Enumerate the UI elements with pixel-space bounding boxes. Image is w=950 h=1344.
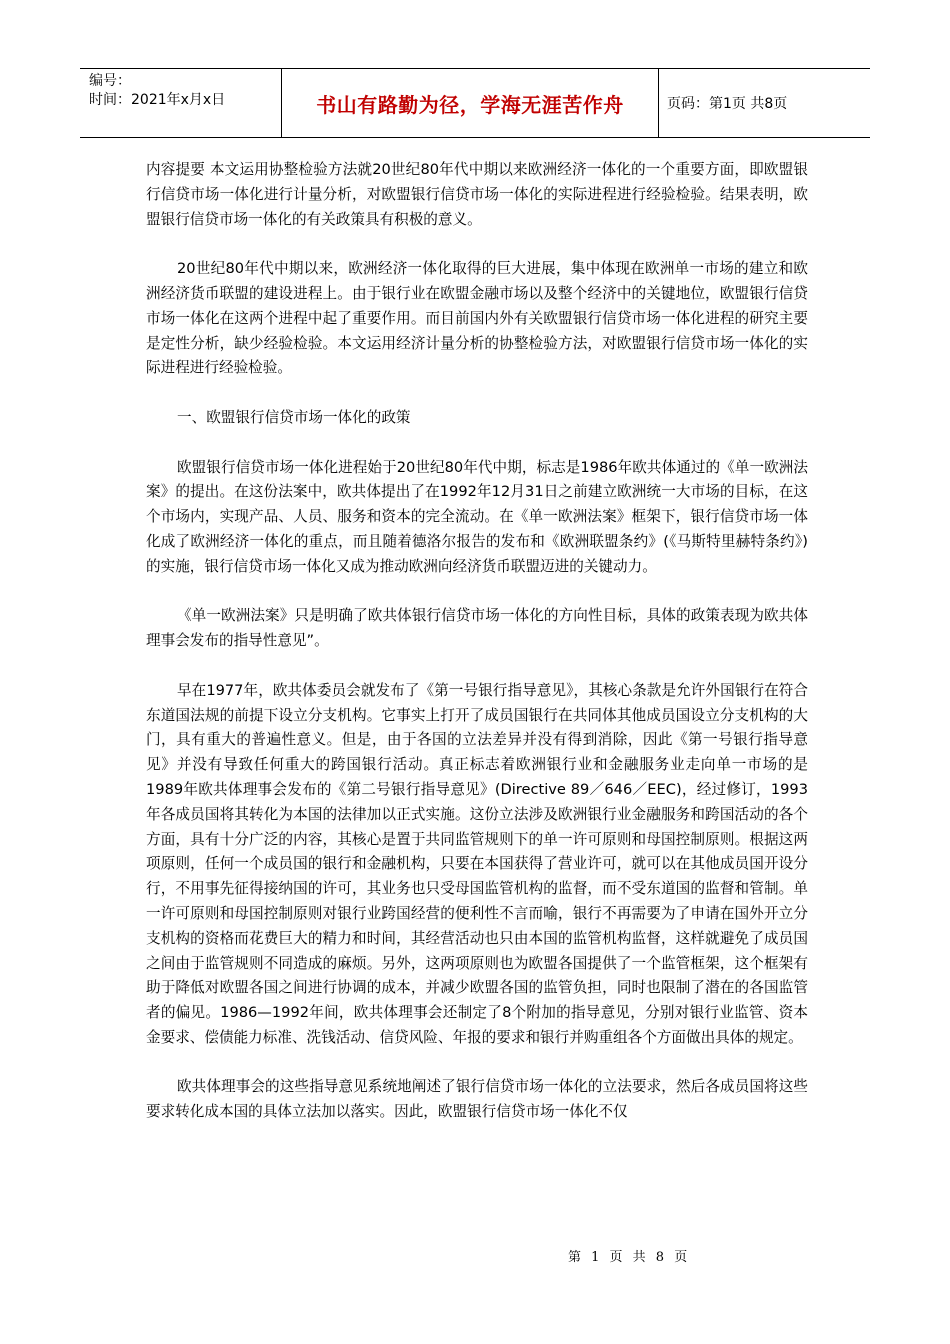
document-number: 编号： [89, 73, 131, 89]
body-paragraph: 《单一欧洲法案》只是明确了欧共体银行信贷市场一体化的方向性目标，具体的政策表现为欧共体理事会发布的指导性意见”。 [146, 607, 808, 650]
body-paragraph: 早在1977年，欧共体委员会就发布了《第一号银行指导意见》，其核心条款是允许外国银行在符合东道国法规的前提下设立分支机构。它事实上打开了成员国银行在共同体其他成员国设立分支机构的大门，具有重大的普遍性意义。但是，由于各国的立法差异并没有得到消除，因此《第一号银行指导意见》并没有导致任何重大的跨国银行活动。真正标志着欧洲银行业和金融服务业走向单一市场的是1989年欧共体理事会发布的《第二号银行指导意见》(Directive 89／646／EEC)，经过修订，1993年各成员国将其转化为本国的法律加以正式实施。这份立法涉及欧洲银行业金融服务和跨国活动的各个方面，具有十分广泛的内容，其核心是置于共同监管规则下的单一许可原则和母国控制原则。根据这两项原则，任何一个成员国的银行和金融机构，只要在本国获得了营业许可，就可以在其他成员国开设分行，不用事先征得接纳国的许可，其业务也只受母国监管机构的监督，而不受东道国的监督和管制。单一许可原则和母国控制原则对银行业跨国经营的便利性不言而喻，银行不再需要为了申请在国外开立分支机构的资格而花费巨大的精力和时间，其经营活动也只由本国的监管机构监督，这样就避免了成员国之间由于监管规则不同造成的麻烦。另外，这两项原则也为欧盟各国提供了一个监管框架，这个框架有助于降低对欧盟各国之间进行协调的成本，并减少欧盟各国的监管负担，同时也限制了潜在的各国监管者的偏见。1986—1992年间，欧共体理事会还制定了8个附加的指导意见，分别对银行业监管、资本金要求、偿债能力标准、洗钱活动、信贷风险、年报的要求和银行并购重组各个方面做出具体的规定。 [146, 681, 808, 1046]
abstract-paragraph: 内容提要 本文运用协整检验方法就20世纪80年代中期以来欧洲经济一体化的一个重要方面，即欧盟银行信贷市场一体化进行计量分析，对欧盟银行信贷市场一体化的实际进程进行经验检验。结果表明，欧盟银行信贷市场一体化的有关政策具有积极的意义。 [146, 161, 808, 228]
header-motto: 书山有路勤为径，学海无涯苦作舟 [282, 69, 659, 137]
header-page-info: 页码：第1页 共8页 [667, 96, 788, 112]
intro-paragraph: 20世纪80年代中期以来，欧洲经济一体化取得的巨大进展，集中体现在欧洲单一市场的建立和欧洲经济货币联盟的建设进程上。由于银行业在欧盟金融市场以及整个经济中的关键地位，欧盟银行信贷市场一体化在这两个进程中起了重要作用。而目前国内外有关欧盟银行信贷市场一体化进程的研究主要是定性分析，缺少经验检验。本文运用经济计量分析的协整检验方法，对欧盟银行信贷市场一体化的实际进程进行经验检验。 [146, 260, 808, 377]
body-paragraph: 欧盟银行信贷市场一体化进程始于20世纪80年代中期，标志是1986年欧共体通过的《单一欧洲法案》的提出。在这份法案中，欧共体提出了在1992年12月31日之前建立欧洲统一大市场的目标，在这个市场内，实现产品、人员、服务和资本的完全流动。在《单一欧洲法案》框架下，银行信贷市场一体化成了欧洲经济一体化的重点，而且随着德洛尔报告的发布和《欧洲联盟条约》(《马斯特里赫特条约》)的实施，银行信贷市场一体化又成为推动欧洲向经济货币联盟迈进的关键动力。 [146, 458, 808, 575]
body-paragraph: 欧共体理事会的这些指导意见系统地阐述了银行信贷市场一体化的立法要求，然后各成员国将这些要求转化成本国的具体立法加以落实。因此，欧盟银行信贷市场一体化不仅 [146, 1078, 808, 1121]
document-date: 时间：2021年x月x日 [89, 92, 226, 108]
document-header [80, 68, 870, 138]
page-footer: 第 1 页 共 8 页 [568, 1250, 691, 1265]
document-body [146, 158, 808, 1125]
header-meta [80, 69, 282, 137]
section-heading: 一、欧盟银行信贷市场一体化的政策 [177, 408, 411, 426]
